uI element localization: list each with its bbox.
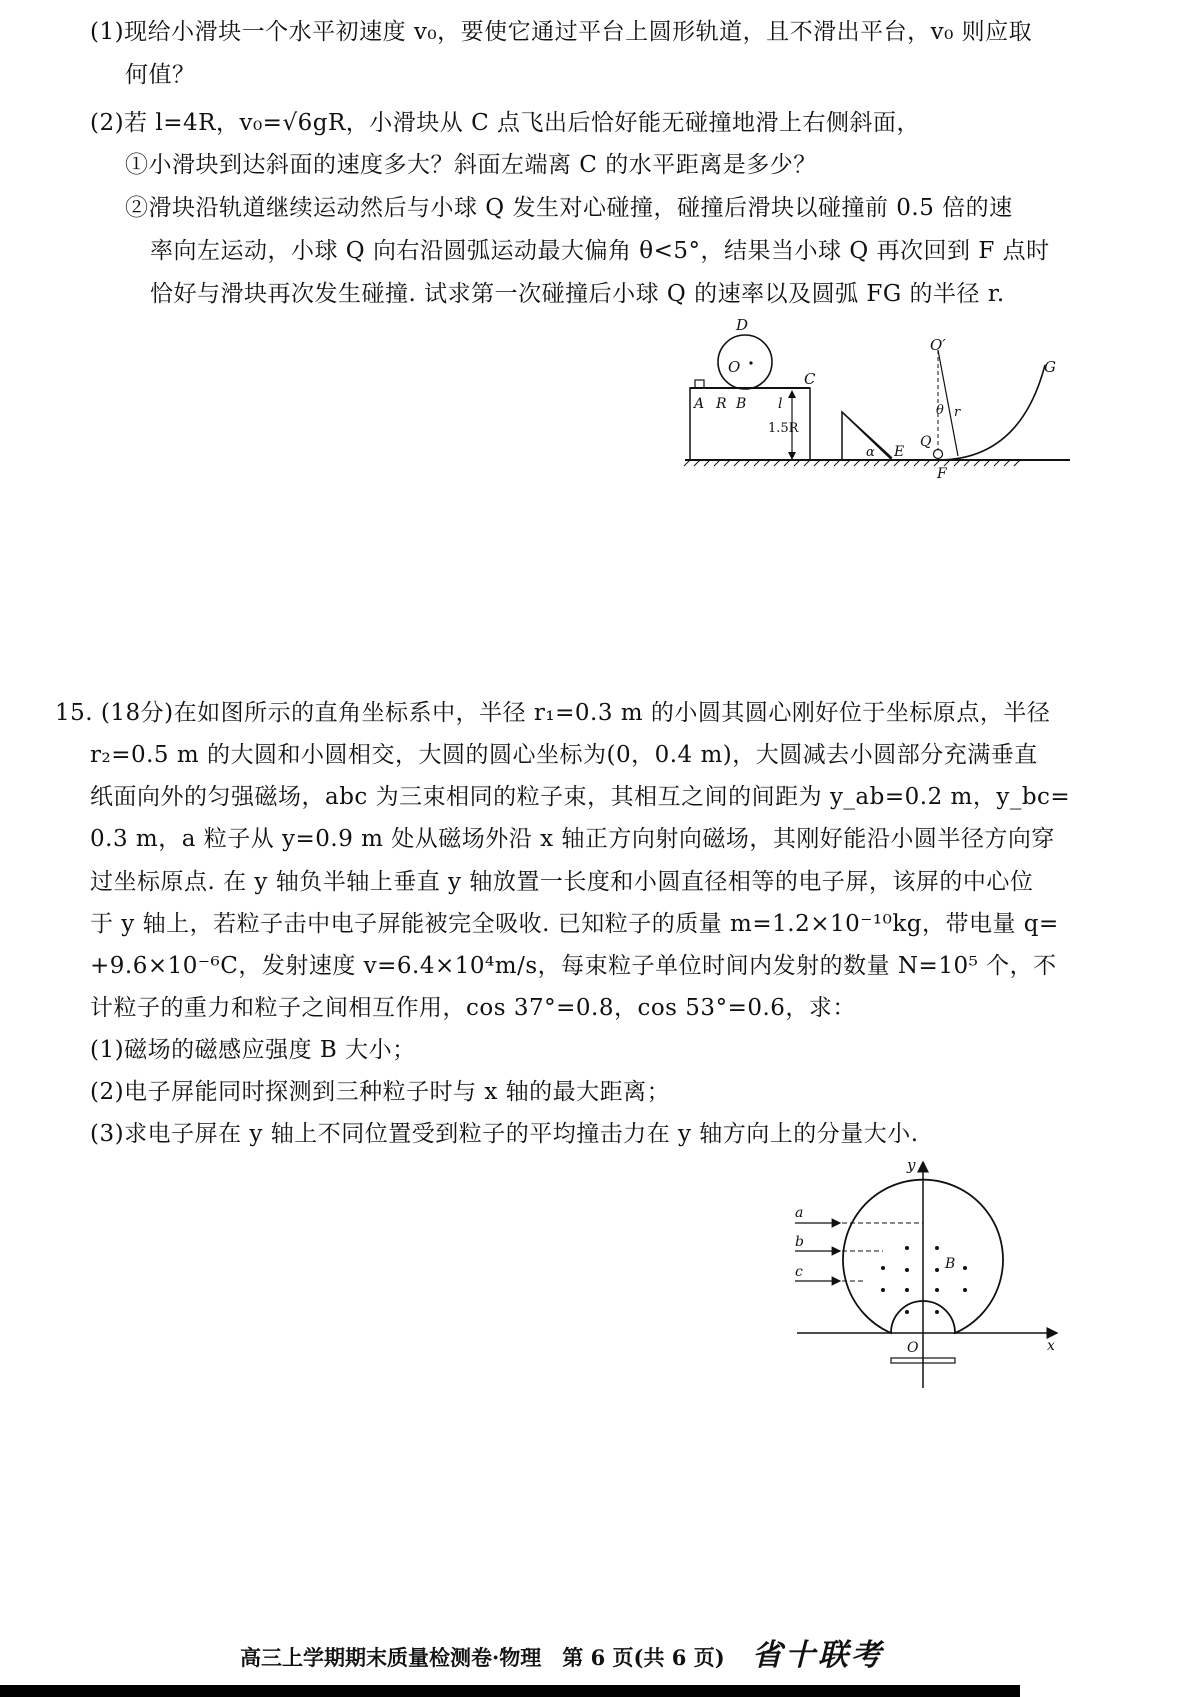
q15-field-figure: [785, 1150, 1075, 1395]
label-O-prime: O′: [930, 336, 946, 354]
label-A: A: [694, 396, 705, 412]
label-E: E: [894, 444, 905, 460]
label-r: r: [954, 405, 961, 420]
q14-part2-line1: (2)若 l=4R，v₀=√6gR，小滑块从 C 点飞出后恰好能无碰撞地滑上右侧斜面，: [90, 110, 921, 136]
slider-block: [695, 380, 704, 388]
label-theta: θ: [936, 403, 944, 418]
label-1-5R: 1.5R: [768, 421, 799, 436]
q14-part2-sub2-line3: 恰好与滑块再次发生碰撞. 试求第一次碰撞后小球 Q 的速率以及圆弧 FG 的半径 r.: [150, 281, 1005, 307]
footer-stamp: 省十联考: [751, 1638, 884, 1673]
q15-line2: r₂=0.5 m 的大圆和小圆相交，大圆的圆心坐标为(0，0.4 m)，大圆减去小圆部分充满垂直: [90, 742, 1038, 768]
label-Q: Q: [920, 434, 932, 450]
q15-line6: 于 y 轴上，若粒子击中电子屏能被完全吸收. 已知粒子的质量 m=1.2×10⁻¹⁰kg，带电量 q=: [90, 911, 1059, 937]
q15-ask3: (3)求电子屏在 y 轴上不同位置受到粒子的平均撞击力在 y 轴方向上的分量大小.: [90, 1121, 919, 1147]
q14-track-figure: [680, 310, 1080, 490]
label-D: D: [736, 316, 749, 334]
q15-line4: 0.3 m，a 粒子从 y=0.9 m 处从磁场外沿 x 轴正方向射向磁场，其刚好能沿小圆半径方向穿: [90, 826, 1055, 852]
label-alpha: α: [866, 445, 875, 460]
loop-track: [718, 335, 772, 389]
label-a: a: [795, 1205, 804, 1221]
q14-part2-sub2-line1: ②滑块沿轨道继续运动然后与小球 Q 发生对心碰撞，碰撞后滑块以碰撞前 0.5 倍的速: [125, 195, 1013, 221]
q15-line1: 15. (18分)在如图所示的直角坐标系中，半径 r₁=0.3 m 的小圆其圆心刚好位于坐标原点，半径: [55, 700, 1051, 726]
q15-line5: 过坐标原点. 在 y 轴负半轴上垂直 y 轴放置一长度和小圆直径相等的电子屏，该屏的中心位: [90, 869, 1034, 895]
label-O: O: [728, 358, 741, 376]
label-R: R: [716, 396, 727, 412]
label-B: B: [736, 396, 747, 412]
label-c: c: [795, 1264, 803, 1280]
page-footer: [240, 1630, 884, 1674]
q15-line3: 纸面向外的匀强磁场，abc 为三束相同的粒子束，其相互之间的间距为 y_ab=0.2 m，y_bc=: [90, 784, 1071, 810]
q15-ask1: (1)磁场的磁感应强度 B 大小；: [90, 1037, 416, 1063]
q14-part2-sub1: ①小滑块到达斜面的速度多大？斜面左端离 C 的水平距离是多少？: [125, 152, 817, 178]
q15-line8: 计粒子的重力和粒子之间相互作用，cos 37°=0.8，cos 53°=0.6，求：: [90, 995, 856, 1021]
label-O: O: [907, 1340, 919, 1356]
footer-text: 高三上学期期末质量检测卷·物理 第 6 页(共 6 页): [240, 1645, 725, 1670]
q14-part1-line2: 何值？: [125, 62, 196, 88]
ball-Q: [934, 450, 943, 459]
q14-part2-sub2-line2: 率向左运动，小球 Q 向右沿圆弧运动最大偏角 θ<5°，结果当小球 Q 再次回到 F 点时: [150, 238, 1050, 264]
label-l: l: [778, 396, 783, 412]
label-F: F: [937, 466, 947, 482]
label-B: B: [945, 1256, 956, 1272]
label-b: b: [795, 1234, 804, 1250]
label-C: C: [804, 370, 816, 388]
label-x: x: [1047, 1338, 1055, 1354]
label-G: G: [1044, 358, 1056, 376]
q15-ask2: (2)电子屏能同时探测到三种粒子时与 x 轴的最大距离；: [90, 1079, 671, 1105]
label-y: y: [907, 1156, 916, 1174]
q14-part1-line1: (1)现给小滑块一个水平初速度 v₀，要使它通过平台上圆形轨道，且不滑出平台，v₀ 则应取: [90, 19, 1033, 45]
bottom-bar: [0, 1685, 1020, 1697]
q15-line7: +9.6×10⁻⁶C，发射速度 v=6.4×10⁴m/s，每束粒子单位时间内发射的数量 N=10⁵ 个，不: [90, 953, 1057, 979]
